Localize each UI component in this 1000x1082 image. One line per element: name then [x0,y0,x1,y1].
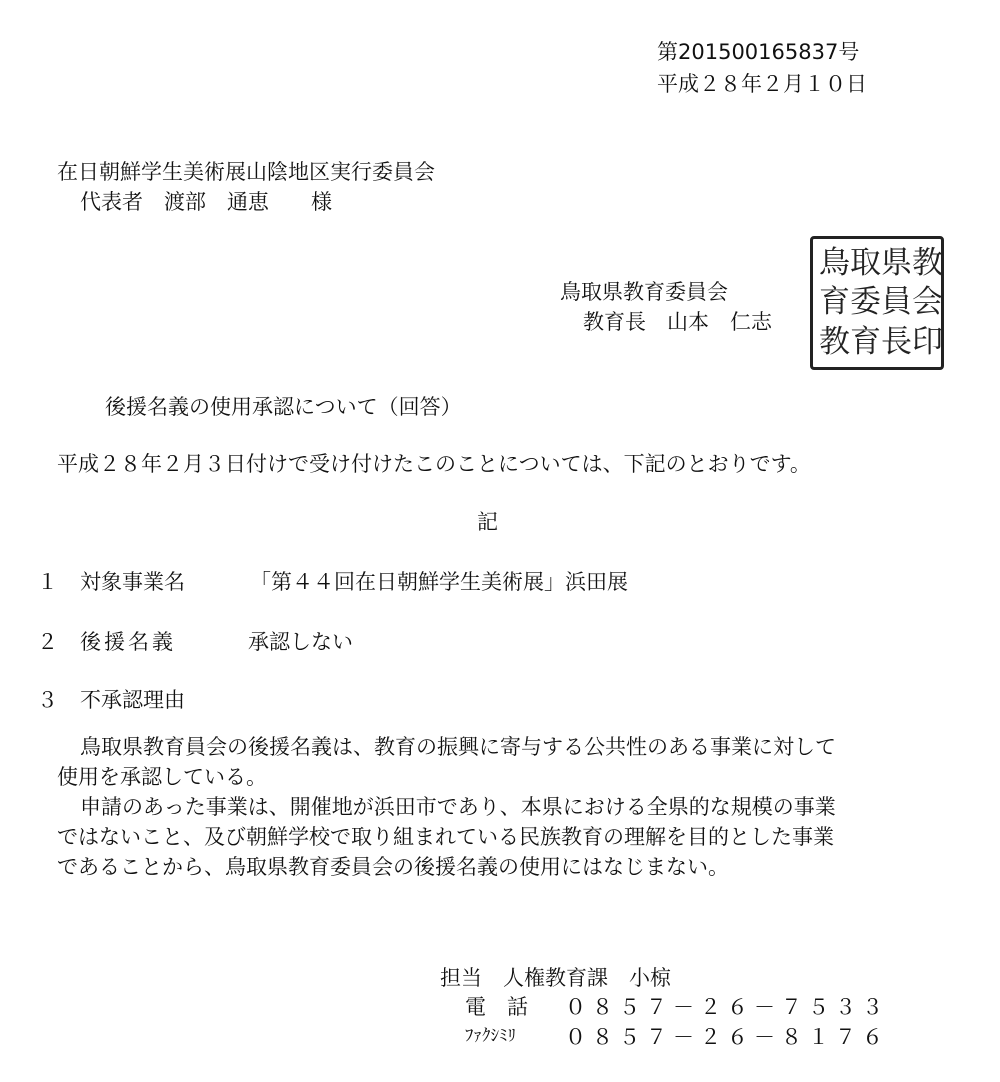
official-seal [810,236,944,370]
intro-sentence: 平成２８年２月３日付けで受け付けたこのことについては、下記のとおりです。 [57,452,811,476]
seal-char: 委 [850,284,881,321]
seal-char: 育 [850,323,881,360]
item-label-sponsorship: 後援名義 [80,630,176,654]
seal-char: 印 [912,323,943,360]
seal-char: 長 [881,323,912,360]
seal-char: 教 [819,323,850,360]
phone-label: 電 話 [465,995,528,1019]
seal-char: 県 [881,245,912,282]
reason-line: 使用を承認している。 [57,765,267,789]
document-number: 第201500165837号 [657,40,860,64]
seal-char: 鳥 [819,245,850,282]
seal-char: 育 [819,284,850,321]
item-value-sponsorship: 承認しない [248,630,353,654]
document-subject: 後援名義の使用承認について（回答） [105,395,462,419]
item-number: ３ [37,688,58,712]
item-value-target-project: 「第４４回在日朝鮮学生美術展」浜田展 [250,570,628,594]
seal-char: 教 [912,245,943,282]
sender-organization: 鳥取県教育委員会 [560,280,728,304]
document-date: 平成２８年２月１０日 [657,72,867,96]
seal-char: 会 [912,284,943,321]
item-label-target-project: 対象事業名 [80,570,185,594]
fax-label: ﾌｧｸｼﾐﾘ [465,1026,516,1046]
item-label-reason: 不承認理由 [80,688,185,712]
reason-line: 申請のあった事業は、開催地が浜田市であり、本県における全県的な規模の事業 [80,795,836,819]
reason-line: 鳥取県教育員会の後援名義は、教育の振興に寄与する公共性のある事業に対して [80,735,836,759]
recipient-organization: 在日朝鮮学生美術展山陰地区実行委員会 [57,160,435,184]
seal-char: 取 [850,245,881,282]
phone-number: ０８５７－２６－７５３３ [565,995,889,1019]
fax-number: ０８５７－２６－８１７６ [565,1025,889,1049]
reason-line: ではないこと、及び朝鮮学校で取り組まれている民族教育の理解を目的とした事業 [57,825,834,849]
contact-person: 担当 人権教育課 小椋 [440,966,671,990]
reason-line: であることから、鳥取県教育委員会の後援名義の使用にはなじまない。 [57,855,729,879]
item-number: １ [37,570,58,594]
sender-name: 教育長 山本 仁志 [583,310,772,334]
item-number: ２ [37,630,58,654]
seal-char: 員 [881,284,912,321]
recipient-representative: 代表者 渡部 通恵 様 [80,190,332,214]
ki-heading: 記 [477,510,498,534]
